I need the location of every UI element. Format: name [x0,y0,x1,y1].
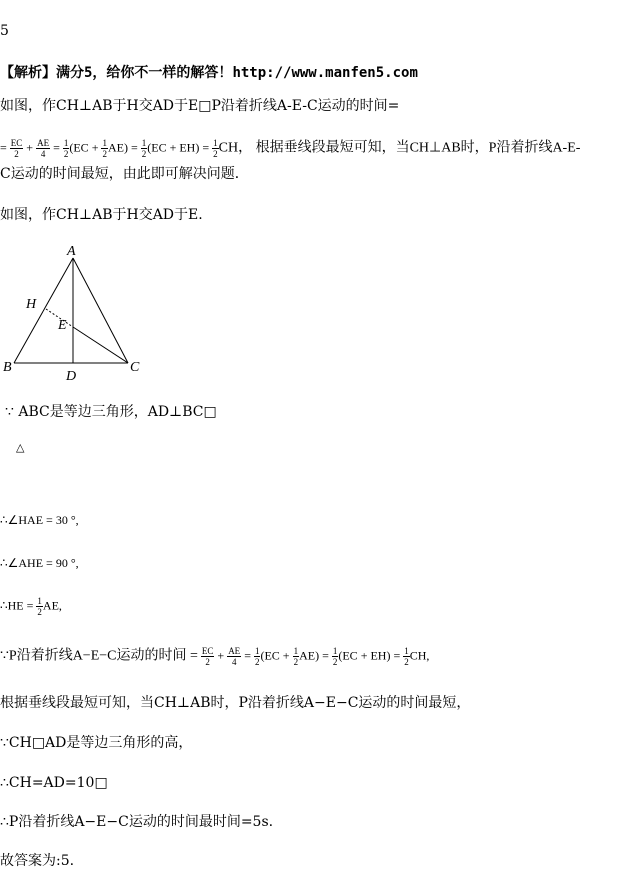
eq-sign: = [0,140,7,155]
line-9 [0,596,62,617]
label-c: C [130,360,140,375]
time-label: ∵P沿着折线A−E−C运动的时间 = [0,648,198,664]
plus-sign: + [217,648,225,663]
solution-header [0,62,418,82]
header-url[interactable]: http://www.manfen5.com [232,65,418,81]
line-3: C运动的时间最短，由此即可解决问题． [0,166,249,182]
line-13: ∴CH=AD=10□ [0,775,108,791]
segment-ec [73,327,128,363]
fraction-ae-4: $\frac{AE}{4}$ [228,646,241,667]
line-11: 根据垂线段最短可知，当CH⊥AB时，P沿着折线A−E−C运动的时间最短， [0,695,471,711]
fraction-1-2: $\frac{1}{2}$ [332,646,338,667]
ae-close: AE) [107,140,128,155]
fraction-ec-2: $\frac{EC}{2}$ [10,138,23,159]
line-10 [0,646,429,667]
he-eq: ∴HE = [0,598,34,613]
line-4: 如图，作CH⊥AB于H交AD于E. [0,207,203,223]
line-2-equation [0,138,580,159]
fraction-1-2: $\frac{1}{2}$ [102,138,107,159]
page-number: 5 [0,23,9,39]
eq-sign: = [393,648,401,663]
fraction-1-2: $\frac{1}{2}$ [254,646,260,667]
fraction-1-2: $\frac{1}{2}$ [63,138,69,159]
eq-sign: = [53,140,60,155]
eq-sign: = [322,648,329,663]
side-ac [73,258,128,363]
fraction-ae-4: $\frac{AE}{4}$ [37,138,50,159]
line-7: ∴∠HAE = 30 °, [0,513,79,527]
triangle-symbol: △ [16,441,25,454]
fraction-ec-2: $\frac{EC}{2}$ [201,646,214,667]
header-prefix: 【解析】满分5，给你不一样的解答！ [0,65,233,81]
label-d: D [66,369,77,384]
ch-tail: CH, [409,648,430,663]
line-15: 故答案为:5. [0,853,75,869]
line-2-tail: CH， 根据垂线段最短可知，当CH⊥AB时，P沿着折线A-E- [218,140,581,156]
line-8: ∴∠AHE = 90 °, [0,556,79,570]
line-12: ∵CH□AD是等边三角形的高， [0,735,193,751]
ec-eh: (EC + EH) [338,648,391,663]
line-1: 如图，作CH⊥AB于H交AD于E□P沿着折线A-E-C运动的时间= [0,98,400,114]
line-5: ∵ ABC是等边三角形，AD⊥BC□ [5,404,217,420]
ae-close: AE) [299,648,320,663]
ec-open: (EC + [260,648,290,663]
fraction-1-2: $\frac{1}{2}$ [404,646,409,667]
eq-sign: = [244,648,251,663]
label-e: E [58,318,67,333]
side-ab [14,258,73,363]
label-b: B [3,360,12,375]
eq-sign: = [130,140,138,155]
line-14: ∴P沿着折线A−E−C运动的时间最时间=5s. [0,814,274,830]
triangle-figure [0,240,150,385]
ec-open: (EC + [69,140,99,155]
plus-sign: + [26,140,34,155]
ec-eh: (EC + EH) [147,140,200,155]
label-h: H [26,297,37,312]
eq-sign: = [202,140,210,155]
fraction-1-2: $\frac{1}{2}$ [213,138,218,159]
label-a: A [67,244,76,259]
fraction-1-2: $\frac{1}{2}$ [141,138,147,159]
fraction-1-2: $\frac{1}{2}$ [37,596,42,617]
fraction-1-2: $\frac{1}{2}$ [293,646,299,667]
ae-tail: AE, [42,598,62,613]
